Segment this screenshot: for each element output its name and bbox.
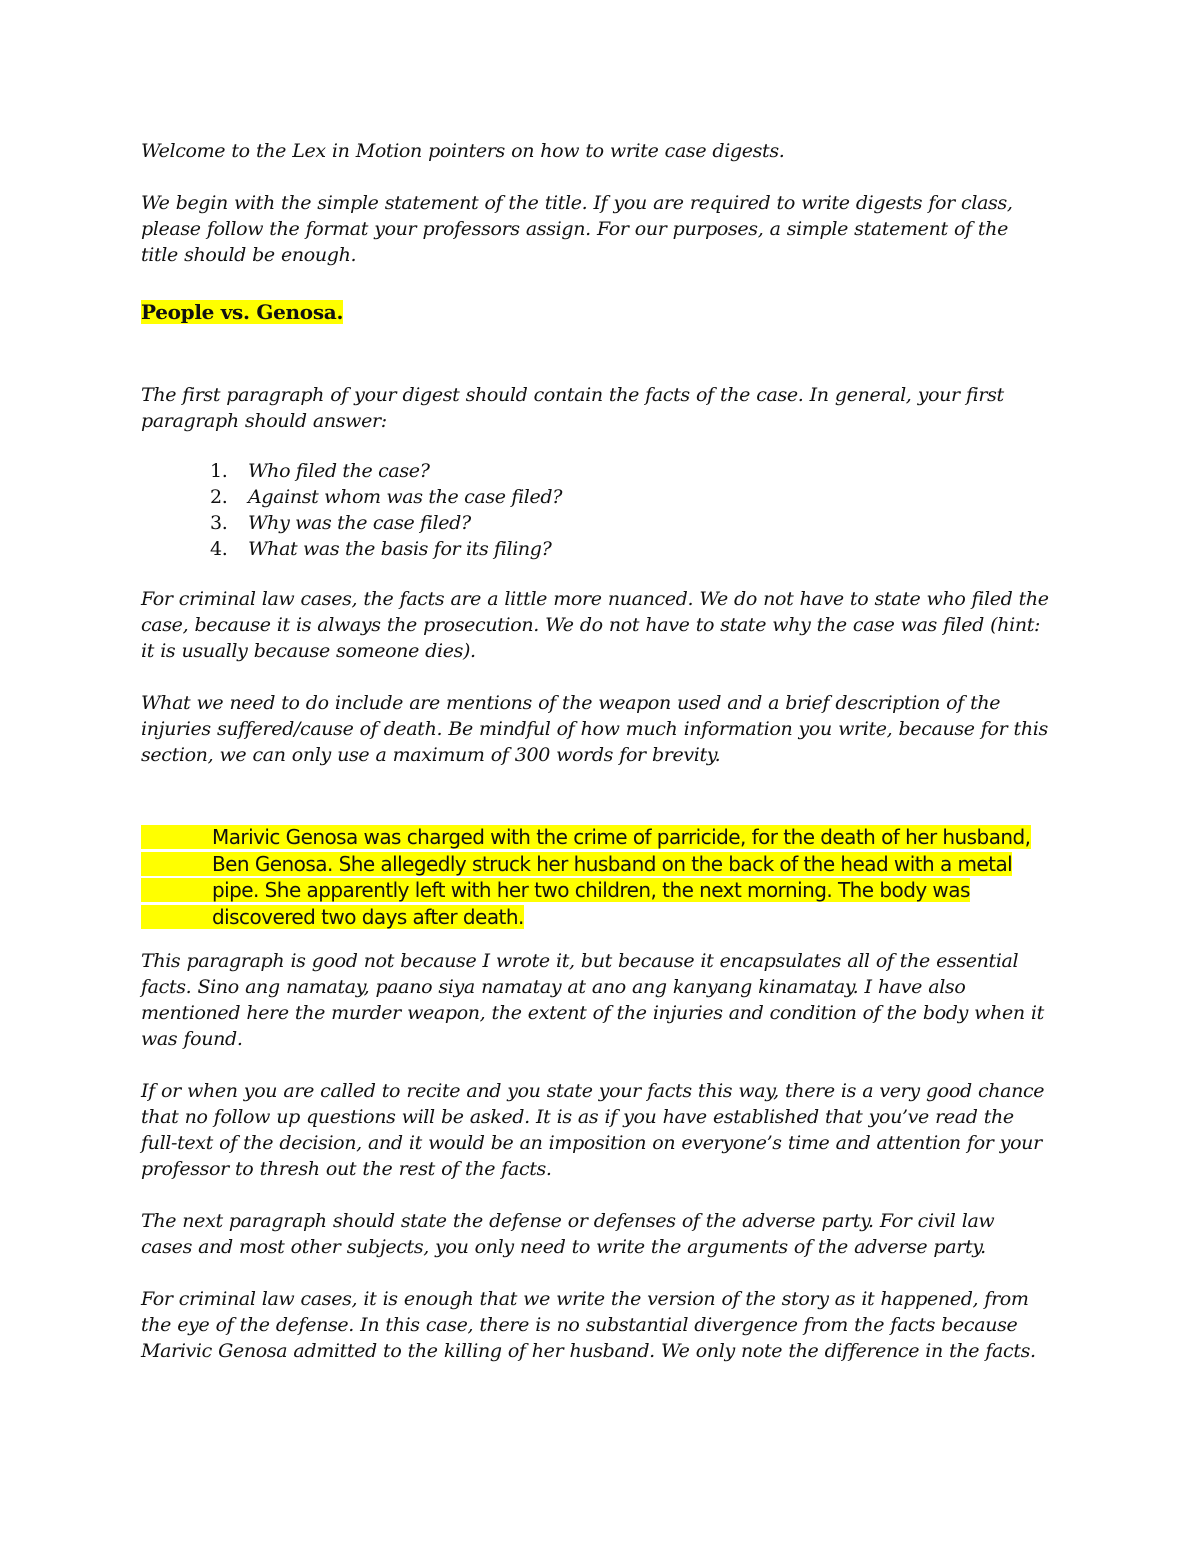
- criminal-defense-paragraph: For criminal law cases, it is enough that we write the version of the story as it happened, from the eye of the defense. In this case, there is no substantial divergence from the facts because Marivic Genosa admitted to the killing of her husband. We only note the difference in the facts.: [141, 1288, 1036, 1362]
- question-text: Who filed the case?: [248, 460, 430, 482]
- good-paragraph-explanation: This paragraph is good not because I wrote it, but because it encapsulates all of the essential facts. Sino ang namatay, paano siya namatay at ano ang kanyang kinamatay. I have also mentioned here the murder weapon, the extent of the injuries and condition of the body when it was found.: [141, 950, 1044, 1050]
- case-title: People vs. Genosa.: [141, 300, 344, 324]
- list-number: 1.: [210, 460, 228, 482]
- next-paragraph-instructions: The next paragraph should state the defense or defenses of the adverse party. For civil law cases and most other subjects, you only need to write the arguments of the adverse party.: [141, 1210, 995, 1258]
- list-item: [210, 458, 1051, 484]
- what-we-need-paragraph: What we need to do include are mentions of the weapon used and a brief description of the injuries suffered/cause of death. Be mindful of how much information you write, because for this section, we can only use a maximum of 300 words for brevity.: [141, 692, 1048, 766]
- criminal-facts-paragraph: For criminal law cases, the facts are a little more nuanced. We do not have to state who filed the case, because it is always the prosecution. We do not have to state why the case was filed (hint: it is usually because someone dies).: [141, 588, 1049, 662]
- list-item: [210, 536, 1051, 562]
- list-item: [210, 484, 1051, 510]
- sample-facts-block: [141, 824, 1051, 930]
- question-text: Why was the case filed?: [248, 512, 471, 534]
- question-text: What was the basis for its filing?: [248, 538, 552, 560]
- title-instructions-paragraph: We begin with the simple statement of the title. If you are required to write digests for class, please follow the format your professors assign. For our purposes, a simple statement of the title should be enough.: [141, 192, 1013, 266]
- list-number: 3.: [210, 512, 228, 534]
- list-item: [210, 510, 1051, 536]
- recite-paragraph: If or when you are called to recite and you state your facts this way, there is a very good chance that no follow up questions will be asked. It is as if you have established that you’ve read the full-text of the decision, and it would be an imposition on everyone’s time and attention for your professor to thresh out the rest of the facts.: [141, 1080, 1045, 1180]
- list-number: 2.: [210, 486, 228, 508]
- intro-paragraph: Welcome to the Lex in Motion pointers on how to write case digests.: [141, 140, 785, 162]
- list-number: 4.: [210, 538, 228, 560]
- sample-facts-highlight: Marivic Genosa was charged with the crime of parricide, for the death of her husband, Ben Genosa. She allegedly struck her husband on the back of the head with a metal pipe. She apparently left with her two children, the next morning. The body was discovered two days after death.: [141, 825, 1031, 929]
- questions-list: [141, 458, 1051, 562]
- first-paragraph-instructions: The first paragraph of your digest should contain the facts of the case. In general, your first paragraph should answer:: [141, 384, 1004, 432]
- question-text: Against whom was the case filed?: [248, 486, 563, 508]
- case-title-block: [141, 298, 1051, 326]
- document-page: [141, 138, 1051, 1364]
